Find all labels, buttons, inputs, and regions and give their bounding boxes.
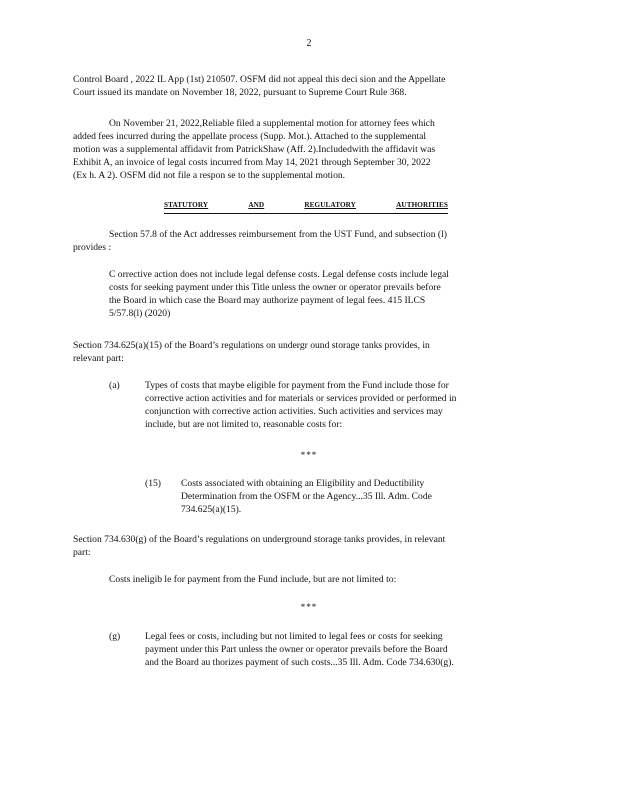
block-quote-ineligible-costs [109, 573, 535, 586]
paragraph-section-734-630 [73, 533, 535, 559]
heading-word: STATUTORY [164, 201, 209, 209]
text-line: On November 21, 2022,Reliable filed a supplemental motion for attorney fees which [109, 118, 435, 129]
text-line: Exhibit A, an invoice of legal costs incurred from May 14, 2021 through September 30, 2022 [73, 157, 431, 168]
item-label-a: (a) [109, 380, 120, 391]
text-line: conjunction with corrective action activities. Such activities and services may [145, 406, 443, 417]
block-quote-item-g [145, 630, 535, 669]
text-line: Court issued its mandate on November 18, 2022, pursuant to Supreme Court Rule 368. [73, 87, 407, 98]
block-quote-item-15 [181, 477, 499, 516]
section-heading [164, 199, 448, 214]
text-line: Section 734.625(a)(15) of the Board’s regulations on undergr ound storage tanks provides, in [73, 340, 430, 351]
text-line: Costs associated with obtaining an Eligibility and Deductibility [181, 478, 425, 489]
text-line: 734.625(a)(15). [181, 504, 242, 515]
text-line: motion was a supplemental affidavit from PatrickShaw (Aff. 2).Includedwith the affidavit was [73, 144, 436, 155]
text-line: 5/57.8(l) (2020) [109, 308, 171, 319]
text-line: costs for seeking payment under this Title unless the owner or operator prevails before [109, 282, 441, 293]
text-line: Section 57.8 of the Act addresses reimbursement from the UST Fund, and subsection (l) [109, 229, 447, 240]
heading-word: REGULATORY [304, 201, 356, 209]
text-line: added fees incurred during the appellate process (Supp. Mot.). Attached to the supplemental [73, 131, 426, 142]
text-line: (Ex h. A 2). OSFM did not file a respon se to the supplemental motion. [73, 170, 346, 181]
text-line: corrective action activities and for materials or services provided or performed in [145, 393, 457, 404]
paragraph-section-57-8 [73, 228, 535, 254]
text-line: provides : [73, 242, 112, 253]
heading-word: AUTHORITIES [396, 201, 448, 209]
block-quote-item-a [145, 379, 535, 431]
text-line: relevant part: [73, 353, 124, 364]
paragraph-procedural-history [73, 73, 535, 99]
text-line: payment under this Part unless the owner or operator prevails before the Board [145, 644, 448, 655]
text-line: include, but are not limited to, reasonable costs for: [145, 419, 343, 430]
ellipsis-stars: *** [300, 450, 318, 460]
paragraph-section-734-625 [73, 339, 535, 365]
page-number: 2 [306, 38, 312, 49]
text-line: Types of costs that maybe eligible for payment from the Fund include those for [145, 380, 449, 391]
text-line: C orrective action does not include legal defense costs. Legal defense costs include legal [109, 269, 449, 280]
text-line: part: [73, 547, 91, 558]
text-line: the Board in which case the Board may authorize payment of legal fees. 415 ILCS [109, 295, 426, 306]
block-quote-act [109, 268, 535, 320]
text-line: Determination from the OSFM or the Agency...35 Ill. Adm. Code [181, 491, 432, 502]
text-line: Costs ineligib le for payment from the Fund include, but are not limited to: [109, 574, 397, 585]
ellipsis-stars: *** [300, 602, 318, 612]
heading-word: AND [248, 201, 265, 209]
paragraph-supplemental-motion [73, 117, 535, 182]
item-label-15: (15) [145, 478, 161, 489]
text-line: Section 734.630(g) of the Board’s regulations on underground storage tanks provides, in relevant [73, 534, 446, 545]
text-line: Control Board , 2022 IL App (1st) 210507. OSFM did not appeal this deci sion and the Appellate [73, 74, 446, 85]
text-line: and the Board au thorizes payment of such costs...35 Ill. Adm. Code 734.630(g). [145, 657, 454, 668]
item-label-g: (g) [109, 631, 121, 642]
text-line: Legal fees or costs, including but not limited to legal fees or costs for seeking [145, 631, 443, 642]
